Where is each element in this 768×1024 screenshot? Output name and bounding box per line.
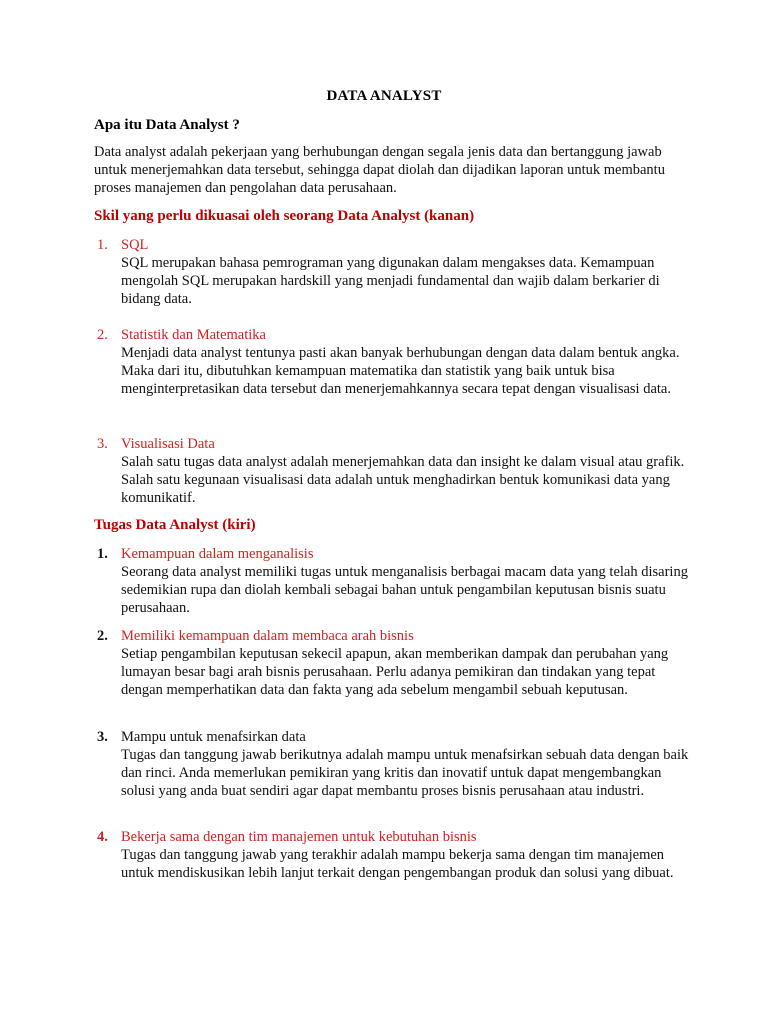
skills-list [94, 236, 694, 308]
skill-title: Statistik dan Matematika [121, 327, 266, 343]
skill-description: Menjadi data analyst tentunya pasti akan banyak berhubungan dengan data dalam bentuk angka. Maka dari itu, dibutuhkan kemampuan matematika dan statistik yang baik untuk bisa menginterpretasikan data tersebut dan menerjemahkannya secara tepat dengan visualisasi data. [121, 345, 680, 397]
task-description: Seorang data analyst memiliki tugas untuk menganalisis berbagai macam data yang telah disaring sedemikian rupa dan diolah kembali sebagai bahan untuk pengambilan keputusan bisnis suatu perusahaan. [121, 564, 688, 616]
skills-list-3 [94, 435, 694, 507]
task-title: Mampu untuk menafsirkan data [121, 729, 306, 745]
task-description: Setiap pengambilan keputusan sekecil apapun, akan memberikan dampak dan perubahan yang lumayan besar bagi arah bisnis perusahaan. Perlu adanya pemikiran dan tindakan yang tepat dengan memperhatikan data dan fakta yang ada sebelum mengambil sebuah keputusan. [121, 646, 669, 698]
skill-item-sql [94, 236, 694, 308]
task-title: Memiliki kemampuan dalam membaca arah bisnis [121, 628, 414, 644]
document-title: DATA ANALYST [326, 88, 442, 104]
task-item-business-direction [94, 627, 694, 699]
skill-item-visualization [94, 435, 694, 507]
task-title: Bekerja sama dengan tim manajemen untuk kebutuhan bisnis [121, 829, 477, 845]
skill-description: SQL merupakan bahasa pemrograman yang digunakan dalam mengakses data. Kemampuan mengolah SQL merupakan hardskill yang menjadi fundamental dan wajib dalam berkarier di bidang data. [121, 255, 660, 307]
list-number: 2. [97, 327, 108, 343]
skill-title: SQL [121, 237, 149, 253]
list-number: 4. [97, 829, 108, 845]
task-description: Tugas dan tanggung jawab yang terakhir adalah mampu bekerja sama dengan tim manajemen untuk mendiskusikan lebih lanjut terkait dengan pengembangan produk dan solusi yang dibuat. [121, 847, 674, 881]
skills-heading: Skil yang perlu dikuasai oleh seorang Data Analyst (kanan) [94, 208, 475, 224]
task-item-analysis [94, 545, 694, 617]
intro-heading: Apa itu Data Analyst ? [94, 117, 240, 133]
tasks-heading: Tugas Data Analyst (kiri) [94, 517, 256, 533]
skill-title: Visualisasi Data [121, 436, 215, 452]
skill-description: Salah satu tugas data analyst adalah menerjemahkan data dan insight ke dalam visual atau grafik. Salah satu kegunaan visualisasi data adalah untuk menghadirkan bentuk komunikasi data yang komunikatif. [121, 454, 685, 506]
tasks-list-2 [94, 627, 694, 699]
task-item-teamwork [94, 828, 694, 882]
task-title: Kemampuan dalam menganalisis [121, 546, 314, 562]
tasks-list [94, 545, 694, 617]
skill-item-statistics [94, 326, 694, 398]
tasks-list-3 [94, 728, 694, 800]
list-number: 1. [97, 546, 108, 562]
intro-paragraph: Data analyst adalah pekerjaan yang berhubungan dengan segala jenis data dan bertanggung jawab untuk menerjemahkan data tersebut, sehingga dapat diolah dan dijadikan laporan untuk membantu proses manajemen dan pengolahan data perusahaan. [94, 144, 665, 196]
list-number: 1. [97, 237, 108, 253]
skills-list-2 [94, 326, 694, 398]
tasks-list-4 [94, 828, 694, 882]
task-item-interpret-data [94, 728, 694, 800]
list-number: 3. [97, 729, 108, 745]
task-description: Tugas dan tanggung jawab berikutnya adalah mampu untuk menafsirkan sebuah data dengan baik dan rinci. Anda memerlukan pemikiran yang kritis dan inovatif untuk dapat mengembangkan solusi yang anda buat sendiri agar dapat membantu proses bisnis perusahaan atau industri. [121, 747, 689, 799]
list-number: 2. [97, 628, 108, 644]
list-number: 3. [97, 436, 108, 452]
